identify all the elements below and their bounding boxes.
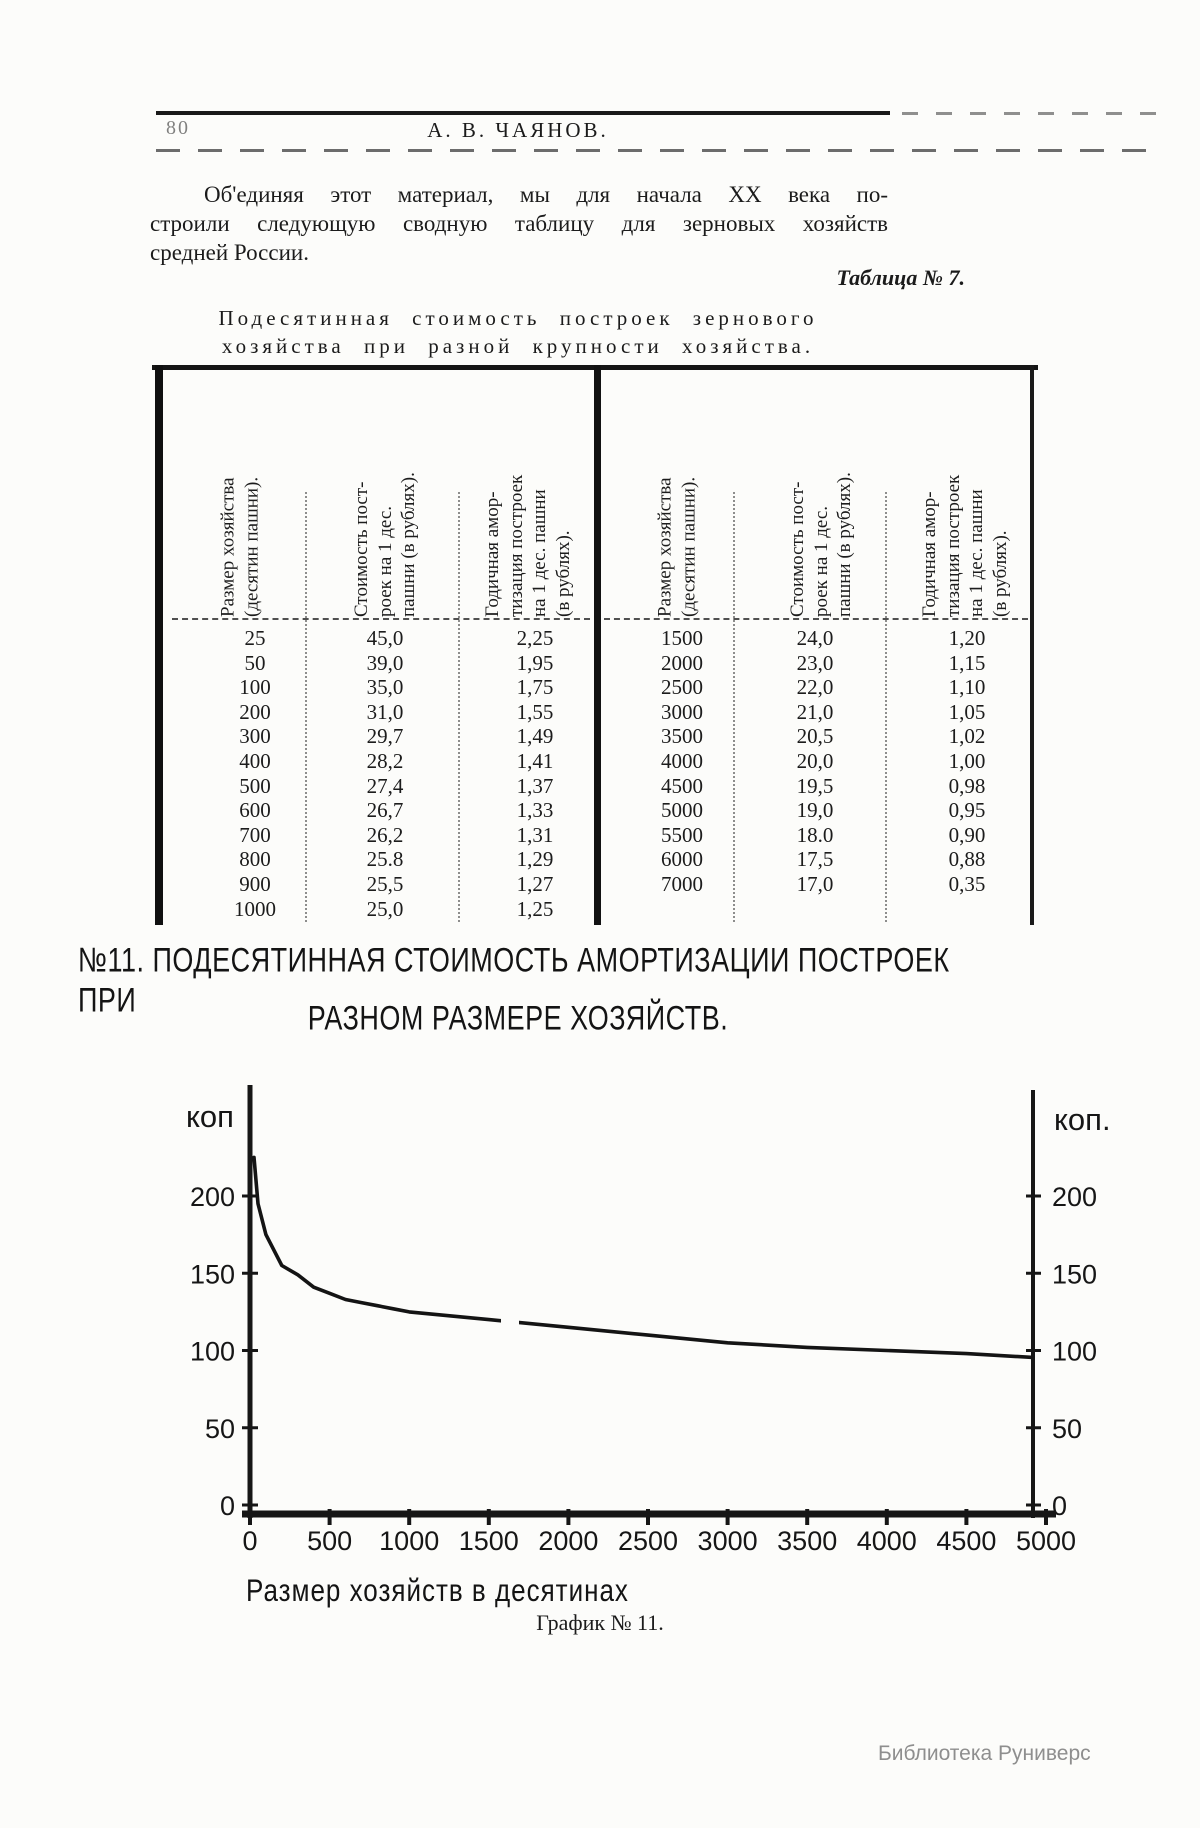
table-cell: 3000 (661, 699, 703, 724)
paragraph-line: строили следующую сводную таблицу для зерновых хозяйств (150, 211, 888, 236)
table-cell: 700 (239, 822, 271, 847)
table-cell: 19,0 (796, 798, 834, 823)
table-cell: 7000 (661, 871, 703, 896)
table-cell: 400 (239, 748, 271, 773)
table-cell: 20,5 (796, 724, 834, 749)
table-cell: 1,41 (516, 748, 554, 773)
table-cell: 35,0 (366, 675, 404, 700)
y-axis-unit-left: коп (186, 1099, 234, 1134)
table-cell: 26,7 (366, 798, 404, 823)
table-cell: 0,95 (948, 798, 986, 823)
y-axis-unit-right: коп. (1054, 1102, 1111, 1137)
x-tick-label: 2000 (538, 1526, 599, 1556)
table-cell: 45,0 (366, 626, 404, 650)
table-cell: 17,0 (796, 871, 834, 896)
table-cell: 500 (239, 773, 271, 798)
table-cell: 17,5 (796, 847, 834, 872)
x-tick-label: 4000 (856, 1526, 917, 1556)
table-cell: 1,25 (516, 896, 554, 921)
header-rule (156, 111, 890, 115)
table-column-amort-left (460, 626, 610, 921)
table-cell: 1,20 (948, 626, 986, 650)
y-tick-label-left: 150 (189, 1259, 235, 1290)
table-cell: 2,25 (516, 626, 554, 650)
table-cell: 200 (239, 699, 271, 724)
header-subrule (156, 149, 1158, 152)
table-cell: 600 (239, 798, 271, 823)
table-cell: 1,95 (516, 650, 554, 675)
x-tick-label: 5000 (1015, 1526, 1077, 1556)
table-cell: 100 (239, 675, 271, 700)
table-cell: 25,5 (366, 871, 404, 896)
table-cell: 31,0 (366, 699, 404, 724)
header-line: пашни (в рублях). (833, 472, 855, 617)
x-tick-label: 1000 (379, 1526, 440, 1556)
header-line: Стоимость пост- (786, 481, 808, 617)
table-cell: 18.0 (796, 822, 834, 847)
table-header-amortization-right (890, 376, 1040, 616)
table-cell: 50 (244, 650, 266, 675)
table-cell: 5000 (661, 798, 703, 823)
y-tick-label-right: 0 (1052, 1491, 1068, 1521)
header-line: (в рублях). (552, 530, 573, 617)
table-cell: 25.8 (366, 847, 404, 872)
header-line: на 1 дес. пашни (966, 489, 987, 617)
table-cell: 900 (239, 871, 271, 896)
table-header-cost (315, 376, 455, 616)
table-title-line: хозяйства при разной крупности хозяйства. (221, 334, 815, 358)
table-cell: 1,29 (516, 847, 554, 872)
table-cell: 1,75 (516, 675, 554, 700)
table-header-underline (172, 618, 590, 620)
x-tick-label: 4500 (936, 1526, 997, 1556)
header-line: (десятин пашни). (678, 476, 699, 617)
library-watermark: Библиотека Руниверс (878, 1742, 1091, 1765)
y-tick-label-left: 200 (189, 1182, 235, 1212)
table-cell: 3500 (661, 724, 703, 749)
table-cell: 2500 (661, 675, 703, 700)
header-line: (десятин пашни). (241, 476, 262, 617)
table-header-amortization (455, 376, 600, 616)
table-cell: 29,7 (366, 724, 404, 749)
table-header-size-right (607, 376, 747, 616)
header-line: роек на 1 дес. (374, 505, 396, 617)
table-cell: 25 (244, 626, 266, 650)
table-cell: 2000 (661, 650, 703, 675)
y-tick-label-right: 200 (1052, 1182, 1098, 1212)
table-cell: 28,2 (366, 748, 404, 773)
y-tick-label-left: 0 (219, 1491, 235, 1521)
table-cell: 1,49 (516, 724, 554, 749)
y-tick-label-right: 150 (1052, 1259, 1098, 1290)
header-line: Стоимость пост- (350, 481, 372, 617)
header-line: роек на 1 дес. (809, 505, 831, 617)
table-column-cost-right (740, 626, 890, 897)
header-line: Годичная амор- (481, 491, 503, 617)
table-cell: 1,55 (516, 699, 554, 724)
table-title (148, 304, 888, 360)
table-cell: 25,0 (366, 896, 404, 921)
table-cell: 19,5 (796, 773, 834, 798)
running-title: А. В. ЧАЯНОВ. (427, 118, 609, 142)
table-header-underline (604, 618, 1028, 620)
chart-caption: График № 11. (536, 1610, 664, 1635)
table-cell: 800 (239, 847, 271, 872)
table-cell: 24,0 (796, 626, 834, 650)
table-cell: 1000 (234, 896, 276, 921)
body-paragraph (150, 180, 888, 267)
paragraph-line: Об'единяя этот материал, мы для начала XX века по- (204, 182, 888, 207)
header-line: Размер хозяйства (654, 477, 676, 617)
data-curve (254, 1157, 1046, 1358)
table-border-left (155, 365, 163, 925)
table-cell: 1,02 (948, 724, 986, 749)
page-number: 80 (166, 117, 190, 139)
chart-canvas (140, 1080, 1180, 1580)
table-cell: 39,0 (366, 650, 404, 675)
chart-x-axis-label: Размер хозяйств в десятинах (246, 1572, 629, 1608)
table-cell: 4500 (661, 773, 703, 798)
table-cell: 1500 (661, 626, 703, 650)
x-tick-label: 0 (242, 1526, 258, 1556)
header-rule-fragment (902, 112, 1158, 115)
y-tick-label-right: 100 (1052, 1336, 1098, 1367)
table-cell: 6000 (661, 847, 703, 872)
table-header-size (170, 376, 310, 616)
table-cell: 300 (239, 724, 271, 749)
header-line: тизация построек (942, 474, 964, 617)
chart-title-line2: РАЗНОМ РАЗМЕРЕ ХОЗЯЙСТВ. (307, 999, 729, 1038)
table-cell: 1,27 (516, 871, 554, 896)
table-cell: 5500 (661, 822, 703, 847)
table-column-size-left (180, 626, 330, 921)
paragraph-line: средней России. (150, 240, 309, 265)
table-cell: 0,98 (948, 773, 986, 798)
table-column-size-right (607, 626, 757, 897)
table-cell: 1,37 (516, 773, 554, 798)
table-column-amort-right (892, 626, 1042, 897)
table-cell: 27,4 (366, 773, 404, 798)
y-tick-label-right: 50 (1052, 1413, 1083, 1444)
table-cell: 1,33 (516, 798, 554, 823)
table-cell: 23,0 (796, 650, 834, 675)
table-column-cost-left (310, 626, 460, 921)
header-line: на 1 дес. пашни (528, 489, 550, 617)
header-line: (в рублях). (989, 530, 1011, 617)
table-cell: 1,00 (948, 748, 986, 773)
header-line: пашни (в рублях). (397, 472, 419, 617)
header-line: Размер хозяйства (217, 477, 239, 617)
x-tick-label: 3000 (697, 1526, 758, 1556)
table-cell: 26,2 (366, 822, 404, 847)
x-tick-label: 1500 (458, 1526, 519, 1556)
table-cell: 0,90 (948, 822, 986, 847)
table-cell: 1,10 (948, 675, 986, 700)
table-cell: 0,35 (948, 871, 986, 896)
header-line: Годичная амор- (919, 491, 940, 617)
table-cell: 1,05 (948, 699, 986, 724)
table-cell: 21,0 (796, 699, 834, 724)
x-tick-label: 2500 (617, 1526, 679, 1556)
table-caption: Таблица № 7. (836, 265, 965, 290)
chart-title-line1: №11. ПОДЕСЯТИННАЯ СТОИМОСТЬ АМОРТИЗАЦИИ ПОСТРОЕК ПРИ (78, 941, 950, 1020)
curve-scan-gap (501, 1311, 519, 1327)
table-cell: 1,31 (516, 822, 554, 847)
table-cell: 0,88 (948, 847, 986, 872)
header-line: тизация построек (505, 474, 526, 617)
table-cell: 4000 (661, 748, 703, 773)
x-tick-label: 500 (307, 1526, 353, 1556)
y-tick-label-left: 100 (189, 1336, 235, 1367)
y-tick-label-left: 50 (204, 1413, 235, 1444)
table-header-cost-right (748, 376, 893, 616)
x-tick-label: 3500 (777, 1526, 838, 1556)
table-title-line: Подесятинная стоимость построек зернового (218, 306, 818, 330)
table-cell: 1,15 (948, 650, 986, 675)
table-cell: 20,0 (796, 748, 834, 773)
table-cell: 22,0 (796, 675, 834, 700)
